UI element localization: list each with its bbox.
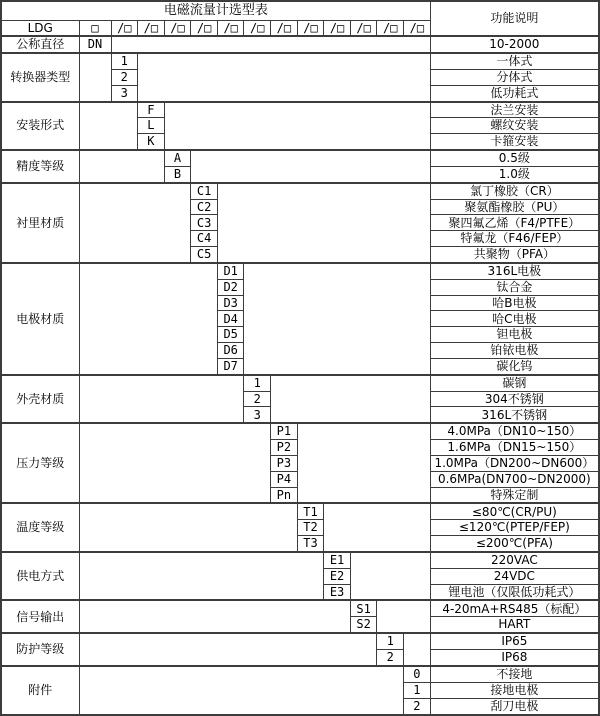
- model-code-slot: /□: [271, 21, 298, 37]
- code-cell: D4: [217, 311, 244, 327]
- desc-cell: 碳钢: [430, 375, 599, 391]
- code-cell: 1: [404, 682, 431, 698]
- desc-cell: 1.6MPa（DN15~150）: [430, 440, 599, 456]
- code-cell: E2: [324, 568, 351, 584]
- desc-cell: 哈C电极: [430, 311, 599, 327]
- desc-cell: 4.0MPa（DN10~150）: [430, 423, 599, 439]
- desc-cell: 卡箍安装: [430, 134, 599, 150]
- model-code-slot: /□: [324, 21, 351, 37]
- desc-cell: 螺纹安装: [430, 118, 599, 134]
- model-code-slot: /□: [350, 21, 377, 37]
- desc-cell: 刮刀电极: [430, 698, 599, 715]
- desc-cell: 一体式: [430, 53, 599, 69]
- left-spacer: [79, 183, 191, 263]
- right-spacer: [244, 263, 430, 375]
- code-cell: P1: [271, 423, 298, 439]
- code-cell: 3: [111, 85, 138, 101]
- left-spacer: [79, 53, 111, 102]
- desc-cell: 304不锈钢: [430, 391, 599, 407]
- right-spacer: [404, 633, 431, 666]
- desc-cell: 不接地: [430, 666, 599, 682]
- desc-cell: 4-20mA+RS485（标配）: [430, 600, 599, 616]
- desc-cell: HART: [430, 617, 599, 633]
- desc-cell: 聚四氟乙烯（F4/PTFE）: [430, 215, 599, 231]
- code-cell: D7: [217, 358, 244, 374]
- desc-cell: 钽电极: [430, 327, 599, 343]
- code-cell: D3: [217, 295, 244, 311]
- group-label: 温度等级: [1, 503, 79, 552]
- desc-cell: 0.5级: [430, 150, 599, 166]
- desc-cell: 锂电池（仅限低功耗式）: [430, 584, 599, 600]
- code-cell: 2: [244, 391, 271, 407]
- left-spacer: [79, 375, 244, 424]
- right-spacer: [191, 150, 430, 183]
- group-label: 衬里材质: [1, 183, 79, 263]
- code-cell: C4: [191, 231, 218, 247]
- code-cell: 3: [244, 407, 271, 423]
- group-label: 精度等级: [1, 150, 79, 183]
- right-spacer: [271, 375, 431, 424]
- model-code-slot: /□: [244, 21, 271, 37]
- code-cell: D5: [217, 327, 244, 343]
- model-code-slot: /□: [111, 21, 138, 37]
- code-cell: C3: [191, 215, 218, 231]
- code-cell: 1: [111, 53, 138, 69]
- desc-cell: 氯丁橡胶（CR）: [430, 183, 599, 199]
- desc-cell: 1.0级: [430, 166, 599, 182]
- desc-cell: 特殊定制: [430, 487, 599, 503]
- desc-cell: 316L电极: [430, 263, 599, 279]
- desc-cell: 哈B电极: [430, 295, 599, 311]
- group-label: 附件: [1, 666, 79, 715]
- code-cell: C1: [191, 183, 218, 199]
- code-cell: L: [138, 118, 165, 134]
- desc-cell: 1.0MPa（DN200~DN600）: [430, 455, 599, 471]
- code-cell: 2: [111, 69, 138, 85]
- desc-cell: 24VDC: [430, 568, 599, 584]
- left-spacer: [79, 633, 377, 666]
- group-label: 外壳材质: [1, 375, 79, 424]
- code-cell: E1: [324, 552, 351, 568]
- left-spacer: [79, 552, 324, 601]
- right-spacer: [324, 503, 430, 552]
- code-cell: B: [164, 166, 191, 182]
- code-cell: P3: [271, 455, 298, 471]
- right-spacer: [138, 53, 431, 102]
- code-cell: D6: [217, 343, 244, 359]
- desc-cell: ≤200℃(PFA): [430, 536, 599, 552]
- code-cell: P4: [271, 471, 298, 487]
- desc-cell: 220VAC: [430, 552, 599, 568]
- right-spacer: [217, 183, 430, 263]
- model-code-slot: /□: [138, 21, 165, 37]
- group-label: 转换器类型: [1, 53, 79, 102]
- table-title: 电磁流量计选型表: [1, 1, 430, 21]
- group-label: 供电方式: [1, 552, 79, 601]
- desc-cell: ≤120℃(PTEP/FEP): [430, 520, 599, 536]
- code-cell: A: [164, 150, 191, 166]
- desc-cell: 特氟龙（F46/FEP）: [430, 231, 599, 247]
- model-prefix: LDG: [1, 21, 79, 37]
- left-spacer: [79, 600, 350, 633]
- desc-cell: 钛合金: [430, 279, 599, 295]
- desc-cell: IP65: [430, 633, 599, 649]
- desc-cell: 低功耗式: [430, 85, 599, 101]
- code-cell: 2: [404, 698, 431, 715]
- code-cell: 1: [377, 633, 404, 649]
- code-cell: C5: [191, 247, 218, 263]
- desc-cell: 分体式: [430, 69, 599, 85]
- left-spacer: [79, 102, 138, 151]
- code-cell: P2: [271, 440, 298, 456]
- code-cell: D1: [217, 263, 244, 279]
- code-cell: 2: [377, 650, 404, 666]
- code-cell: 1: [244, 375, 271, 391]
- group-label: 压力等级: [1, 423, 79, 503]
- function-description-header: 功能说明: [430, 1, 599, 36]
- desc-cell: 铂铱电极: [430, 343, 599, 359]
- right-spacer: [377, 600, 430, 633]
- code-cell: F: [138, 102, 165, 118]
- desc-cell: 10-2000: [430, 36, 599, 53]
- code-cell: T1: [297, 503, 324, 519]
- left-spacer: [79, 503, 297, 552]
- left-spacer: [79, 150, 164, 183]
- desc-cell: 316L不锈钢: [430, 407, 599, 423]
- desc-cell: 聚氨酯橡胶（PU）: [430, 199, 599, 215]
- model-code-slot: /□: [164, 21, 191, 37]
- code-cell: E3: [324, 584, 351, 600]
- model-code-slot: /□: [404, 21, 431, 37]
- model-code-slot: /□: [217, 21, 244, 37]
- code-cell: 0: [404, 666, 431, 682]
- desc-cell: 0.6MPa(DN700~DN2000): [430, 471, 599, 487]
- desc-cell: 共聚物（PFA）: [430, 247, 599, 263]
- model-code-slot: /□: [377, 21, 404, 37]
- group-label: 公称直径: [1, 36, 79, 53]
- code-cell: S2: [350, 617, 377, 633]
- desc-cell: ≤80℃(CR/PU): [430, 503, 599, 519]
- left-spacer: [79, 423, 271, 503]
- code-cell: D2: [217, 279, 244, 295]
- code-cell: Pn: [271, 487, 298, 503]
- model-code-slot: /□: [191, 21, 218, 37]
- group-label: 防护等级: [1, 633, 79, 666]
- code-cell: T2: [297, 520, 324, 536]
- model-code-slot: /□: [297, 21, 324, 37]
- code-cell: K: [138, 134, 165, 150]
- left-spacer: [79, 263, 217, 375]
- code-cell: S1: [350, 600, 377, 616]
- code-cell: DN: [79, 36, 111, 53]
- desc-cell: 法兰安装: [430, 102, 599, 118]
- code-cell: C2: [191, 199, 218, 215]
- right-spacer: [164, 102, 430, 151]
- model-code-box: □: [79, 21, 111, 37]
- right-spacer: [297, 423, 430, 503]
- left-spacer: [79, 666, 404, 715]
- right-spacer: [111, 36, 430, 53]
- right-spacer: [350, 552, 430, 601]
- desc-cell: 接地电极: [430, 682, 599, 698]
- group-label: 安装形式: [1, 102, 79, 151]
- group-label: 信号输出: [1, 600, 79, 633]
- desc-cell: IP68: [430, 650, 599, 666]
- code-cell: T3: [297, 536, 324, 552]
- group-label: 电极材质: [1, 263, 79, 375]
- desc-cell: 碳化钨: [430, 358, 599, 374]
